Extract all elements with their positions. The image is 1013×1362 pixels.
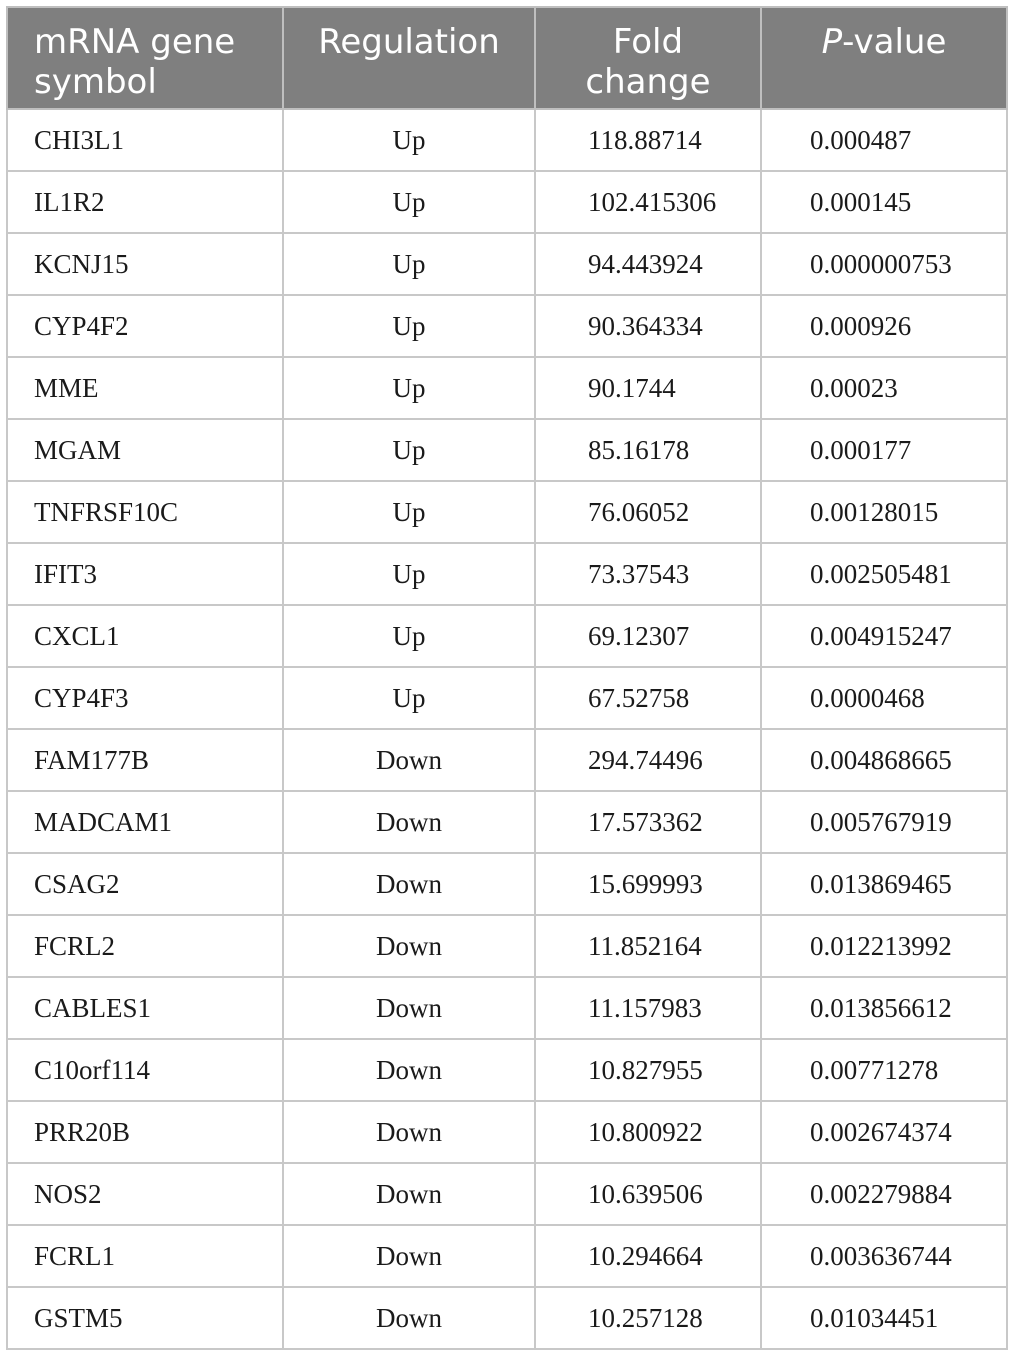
header-p-rest: -value	[842, 22, 947, 62]
cell-fold-change: 94.443924	[535, 233, 761, 295]
cell-regulation: Down	[283, 915, 535, 977]
cell-regulation: Down	[283, 1039, 535, 1101]
cell-regulation: Down	[283, 1101, 535, 1163]
cell-gene-symbol: MME	[7, 357, 283, 419]
table-row	[7, 1039, 1007, 1101]
cell-gene-symbol: CABLES1	[7, 977, 283, 1039]
cell-fold-change: 10.257128	[535, 1287, 761, 1349]
cell-regulation: Up	[283, 171, 535, 233]
cell-gene-symbol: C10orf114	[7, 1039, 283, 1101]
cell-gene-symbol: CYP4F2	[7, 295, 283, 357]
cell-regulation: Up	[283, 295, 535, 357]
cell-fold-change: 118.88714	[535, 109, 761, 171]
cell-p-value: 0.004915247	[761, 605, 1007, 667]
cell-gene-symbol: PRR20B	[7, 1101, 283, 1163]
cell-regulation: Down	[283, 977, 535, 1039]
cell-fold-change: 10.639506	[535, 1163, 761, 1225]
cell-gene-symbol: GSTM5	[7, 1287, 283, 1349]
cell-fold-change: 76.06052	[535, 481, 761, 543]
cell-gene-symbol: MADCAM1	[7, 791, 283, 853]
cell-gene-symbol: IL1R2	[7, 171, 283, 233]
header-fold-change	[535, 7, 761, 109]
cell-regulation: Down	[283, 1163, 535, 1225]
cell-p-value: 0.013869465	[761, 853, 1007, 915]
cell-gene-symbol: CSAG2	[7, 853, 283, 915]
table-body	[7, 109, 1007, 1349]
cell-p-value: 0.005767919	[761, 791, 1007, 853]
table-row	[7, 419, 1007, 481]
cell-fold-change: 90.364334	[535, 295, 761, 357]
table-row	[7, 1163, 1007, 1225]
gene-expression-table	[6, 6, 1008, 1350]
cell-fold-change: 69.12307	[535, 605, 761, 667]
cell-fold-change: 67.52758	[535, 667, 761, 729]
table-row	[7, 481, 1007, 543]
header-p-value	[761, 7, 1007, 109]
cell-p-value: 0.000000753	[761, 233, 1007, 295]
cell-fold-change: 10.827955	[535, 1039, 761, 1101]
cell-gene-symbol: MGAM	[7, 419, 283, 481]
cell-p-value: 0.00771278	[761, 1039, 1007, 1101]
cell-fold-change: 102.415306	[535, 171, 761, 233]
cell-gene-symbol: CXCL1	[7, 605, 283, 667]
table-row	[7, 1287, 1007, 1349]
cell-regulation: Up	[283, 605, 535, 667]
table-row	[7, 543, 1007, 605]
cell-regulation: Up	[283, 419, 535, 481]
cell-regulation: Down	[283, 853, 535, 915]
cell-p-value: 0.000145	[761, 171, 1007, 233]
cell-p-value: 0.013856612	[761, 977, 1007, 1039]
cell-p-value: 0.004868665	[761, 729, 1007, 791]
cell-regulation: Up	[283, 357, 535, 419]
table-header	[7, 7, 1007, 109]
cell-p-value: 0.00128015	[761, 481, 1007, 543]
cell-regulation: Down	[283, 1287, 535, 1349]
table-row	[7, 295, 1007, 357]
table-row	[7, 853, 1007, 915]
cell-p-value: 0.0000468	[761, 667, 1007, 729]
table-row	[7, 667, 1007, 729]
cell-regulation: Up	[283, 543, 535, 605]
table-row	[7, 1101, 1007, 1163]
table-row	[7, 109, 1007, 171]
cell-gene-symbol: CYP4F3	[7, 667, 283, 729]
cell-gene-symbol: IFIT3	[7, 543, 283, 605]
cell-regulation: Up	[283, 109, 535, 171]
table-row	[7, 357, 1007, 419]
cell-p-value: 0.002279884	[761, 1163, 1007, 1225]
header-gene-line1: mRNA gene	[34, 22, 236, 62]
cell-regulation: Down	[283, 729, 535, 791]
cell-fold-change: 11.852164	[535, 915, 761, 977]
header-fold-line1: Fold	[612, 22, 684, 62]
cell-fold-change: 90.1744	[535, 357, 761, 419]
cell-gene-symbol: FCRL2	[7, 915, 283, 977]
table-row	[7, 791, 1007, 853]
table-row	[7, 729, 1007, 791]
header-fold-line2: change	[585, 62, 711, 102]
header-p-italic: P	[821, 22, 843, 62]
table-row	[7, 1225, 1007, 1287]
cell-p-value: 0.00023	[761, 357, 1007, 419]
cell-fold-change: 294.74496	[535, 729, 761, 791]
table-row	[7, 915, 1007, 977]
cell-regulation: Up	[283, 667, 535, 729]
cell-gene-symbol: NOS2	[7, 1163, 283, 1225]
cell-fold-change: 11.157983	[535, 977, 761, 1039]
cell-p-value: 0.012213992	[761, 915, 1007, 977]
header-gene-line2: symbol	[34, 62, 157, 102]
table-row	[7, 233, 1007, 295]
header-row	[7, 7, 1007, 109]
cell-p-value: 0.000487	[761, 109, 1007, 171]
cell-gene-symbol: KCNJ15	[7, 233, 283, 295]
header-regulation	[283, 7, 535, 109]
cell-p-value: 0.002505481	[761, 543, 1007, 605]
cell-fold-change: 85.16178	[535, 419, 761, 481]
cell-regulation: Down	[283, 1225, 535, 1287]
cell-fold-change: 17.573362	[535, 791, 761, 853]
header-regulation-label: Regulation	[318, 22, 500, 62]
cell-fold-change: 10.294664	[535, 1225, 761, 1287]
cell-gene-symbol: FCRL1	[7, 1225, 283, 1287]
cell-regulation: Up	[283, 233, 535, 295]
cell-gene-symbol: TNFRSF10C	[7, 481, 283, 543]
cell-p-value: 0.01034451	[761, 1287, 1007, 1349]
header-gene-symbol	[7, 7, 283, 109]
table-row	[7, 171, 1007, 233]
cell-p-value: 0.000926	[761, 295, 1007, 357]
cell-regulation: Up	[283, 481, 535, 543]
cell-p-value: 0.000177	[761, 419, 1007, 481]
cell-gene-symbol: FAM177B	[7, 729, 283, 791]
cell-p-value: 0.002674374	[761, 1101, 1007, 1163]
cell-regulation: Down	[283, 791, 535, 853]
cell-fold-change: 73.37543	[535, 543, 761, 605]
table-row	[7, 605, 1007, 667]
cell-gene-symbol: CHI3L1	[7, 109, 283, 171]
table-row	[7, 977, 1007, 1039]
cell-fold-change: 10.800922	[535, 1101, 761, 1163]
cell-p-value: 0.003636744	[761, 1225, 1007, 1287]
cell-fold-change: 15.699993	[535, 853, 761, 915]
